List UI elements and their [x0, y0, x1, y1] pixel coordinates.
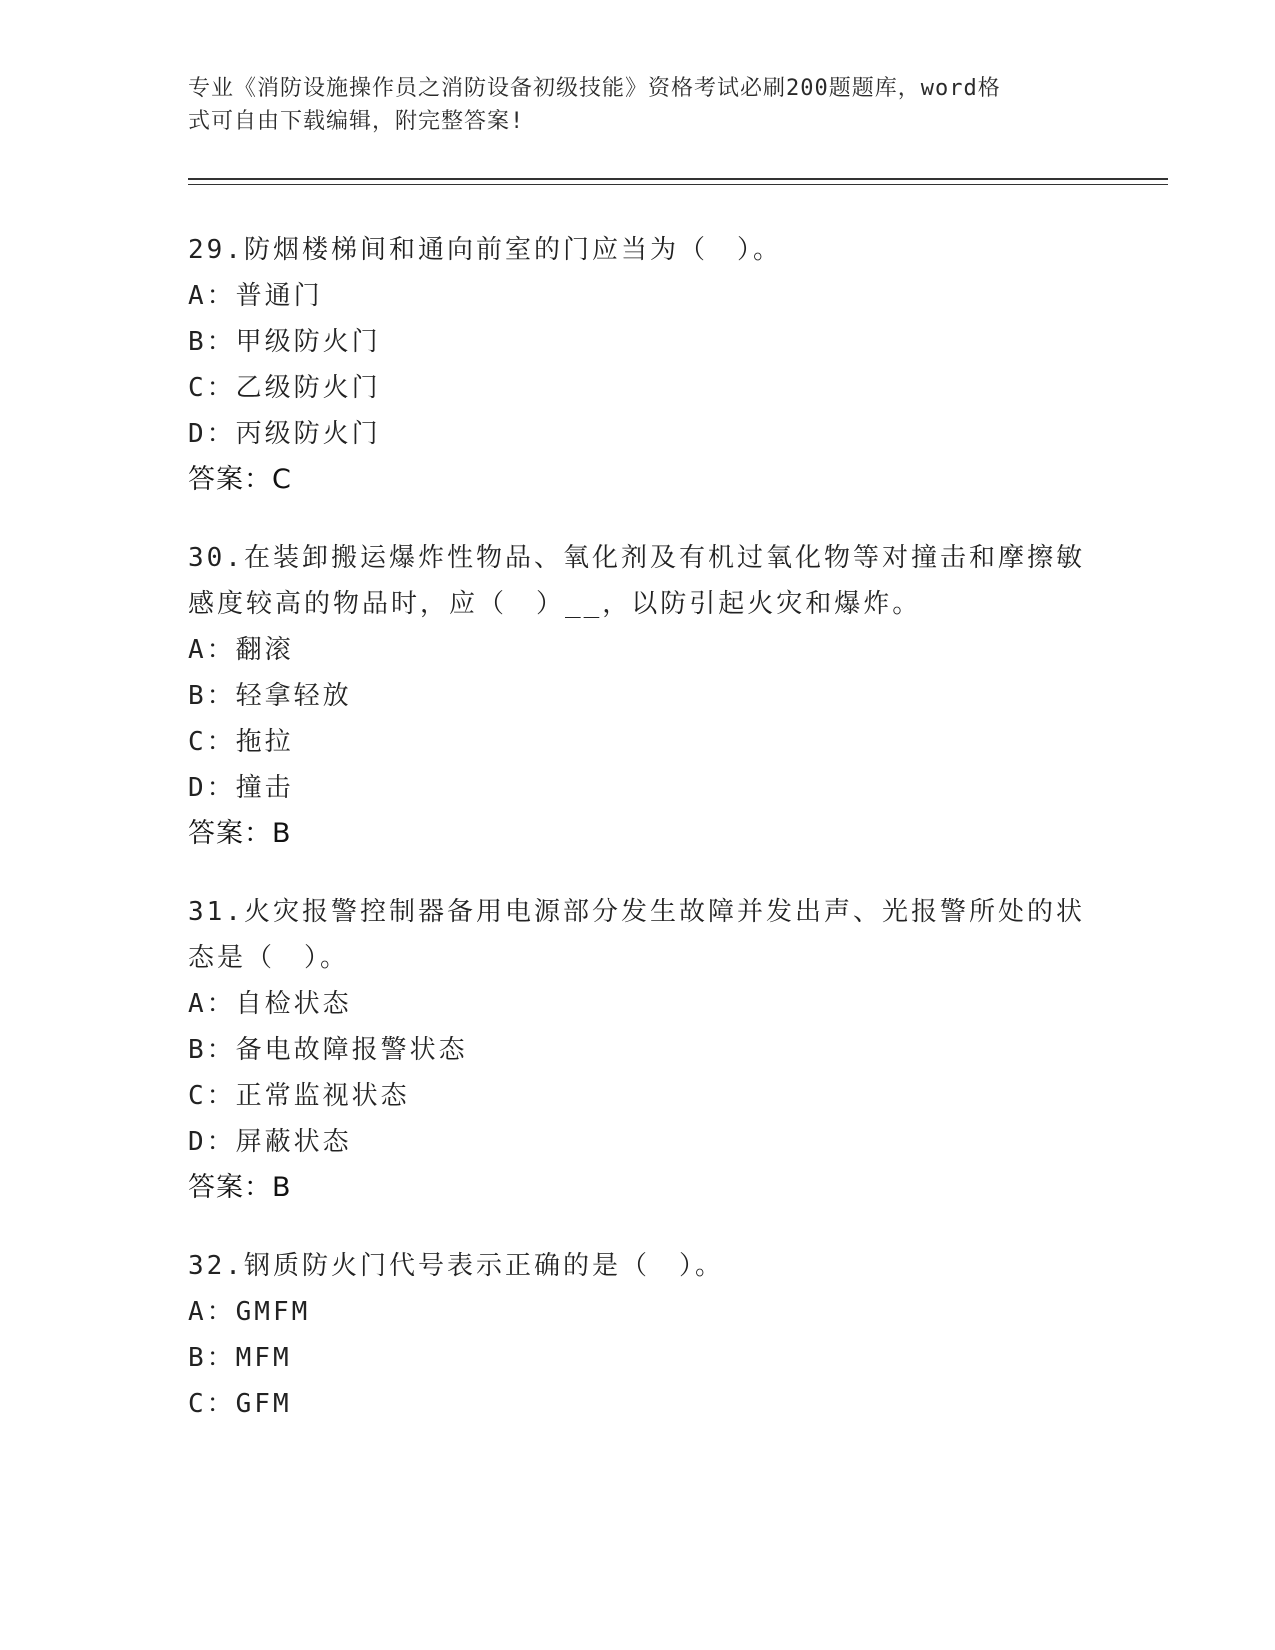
stem-line: 30.在装卸搬运爆炸性物品、氧化剂及有机过氧化物等对撞击和摩擦敏: [188, 543, 1085, 573]
option-c: [188, 365, 1088, 411]
option-b: [188, 319, 1088, 365]
option-letter: D：: [188, 1127, 236, 1157]
stem-line: 32.钢质防火门代号表示正确的是（ ）。: [188, 1251, 724, 1281]
option-a: [188, 273, 1088, 319]
option-text: 自检状态: [235, 989, 352, 1019]
header-divider-thick: [188, 178, 1168, 180]
option-text: 乙级防火门: [235, 373, 381, 403]
option-letter: D：: [188, 773, 236, 803]
option-letter: B：: [188, 327, 236, 357]
option-text: 甲级防火门: [235, 327, 381, 357]
question-stem: [188, 535, 1088, 627]
option-text: GFM: [235, 1389, 292, 1419]
option-letter: A：: [188, 1297, 236, 1327]
option-b: [188, 673, 1088, 719]
header-line-1: 专业《消防设施操作员之消防设备初级技能》资格考试必刷200题题库，word格: [188, 76, 1001, 101]
option-d: [188, 765, 1088, 811]
question-29: [188, 227, 1088, 503]
option-text: 丙级防火门: [235, 419, 381, 449]
option-text: MFM: [235, 1343, 292, 1373]
question-32: [188, 1243, 1088, 1427]
option-letter: C：: [188, 1081, 236, 1111]
stem-line: 29.防烟楼梯间和通向前室的门应当为（ ）。: [188, 235, 782, 265]
option-b: [188, 1335, 1088, 1381]
option-letter: B：: [188, 681, 236, 711]
option-d: [188, 1119, 1088, 1165]
option-letter: C：: [188, 373, 236, 403]
option-text: 轻拿轻放: [235, 681, 352, 711]
option-c: [188, 1381, 1088, 1427]
option-text: 拖拉: [235, 727, 294, 757]
question-stem: [188, 889, 1088, 981]
option-letter: A：: [188, 635, 236, 665]
option-text: 普通门: [235, 281, 323, 311]
header-divider-thin: [188, 184, 1168, 185]
stem-line: 态是（ ）。: [188, 943, 350, 973]
stem-line: 31.火灾报警控制器备用电源部分发生故障并发出声、光报警所处的状: [188, 897, 1085, 927]
answer-line: 答案：C: [188, 464, 292, 495]
option-text: 翻滚: [235, 635, 294, 665]
option-letter: C：: [188, 1389, 236, 1419]
question-list: [188, 227, 1088, 1459]
option-text: 屏蔽状态: [235, 1127, 352, 1157]
option-letter: B：: [188, 1343, 236, 1373]
option-c: [188, 1073, 1088, 1119]
option-d: [188, 411, 1088, 457]
option-a: [188, 981, 1088, 1027]
option-a: [188, 627, 1088, 673]
answer-line: 答案：B: [188, 1172, 292, 1203]
option-text: 备电故障报警状态: [235, 1035, 468, 1065]
option-letter: C：: [188, 727, 236, 757]
option-letter: B：: [188, 1035, 236, 1065]
option-b: [188, 1027, 1088, 1073]
option-text: 撞击: [235, 773, 294, 803]
option-letter: D：: [188, 419, 236, 449]
question-31: [188, 889, 1088, 1211]
option-a: [188, 1289, 1088, 1335]
answer-line: 答案：B: [188, 818, 292, 849]
question-30: [188, 535, 1088, 857]
option-letter: A：: [188, 989, 236, 1019]
question-stem: [188, 227, 1088, 273]
stem-line: 感度较高的物品时，应（ ）__，以防引起火灾和爆炸。: [188, 589, 922, 619]
document-header: [188, 72, 1068, 138]
option-letter: A：: [188, 281, 236, 311]
header-line-2: 式可自由下载编辑，附完整答案!: [188, 109, 525, 134]
question-stem: [188, 1243, 1088, 1289]
option-text: 正常监视状态: [235, 1081, 410, 1111]
option-c: [188, 719, 1088, 765]
option-text: GMFM: [235, 1297, 311, 1327]
